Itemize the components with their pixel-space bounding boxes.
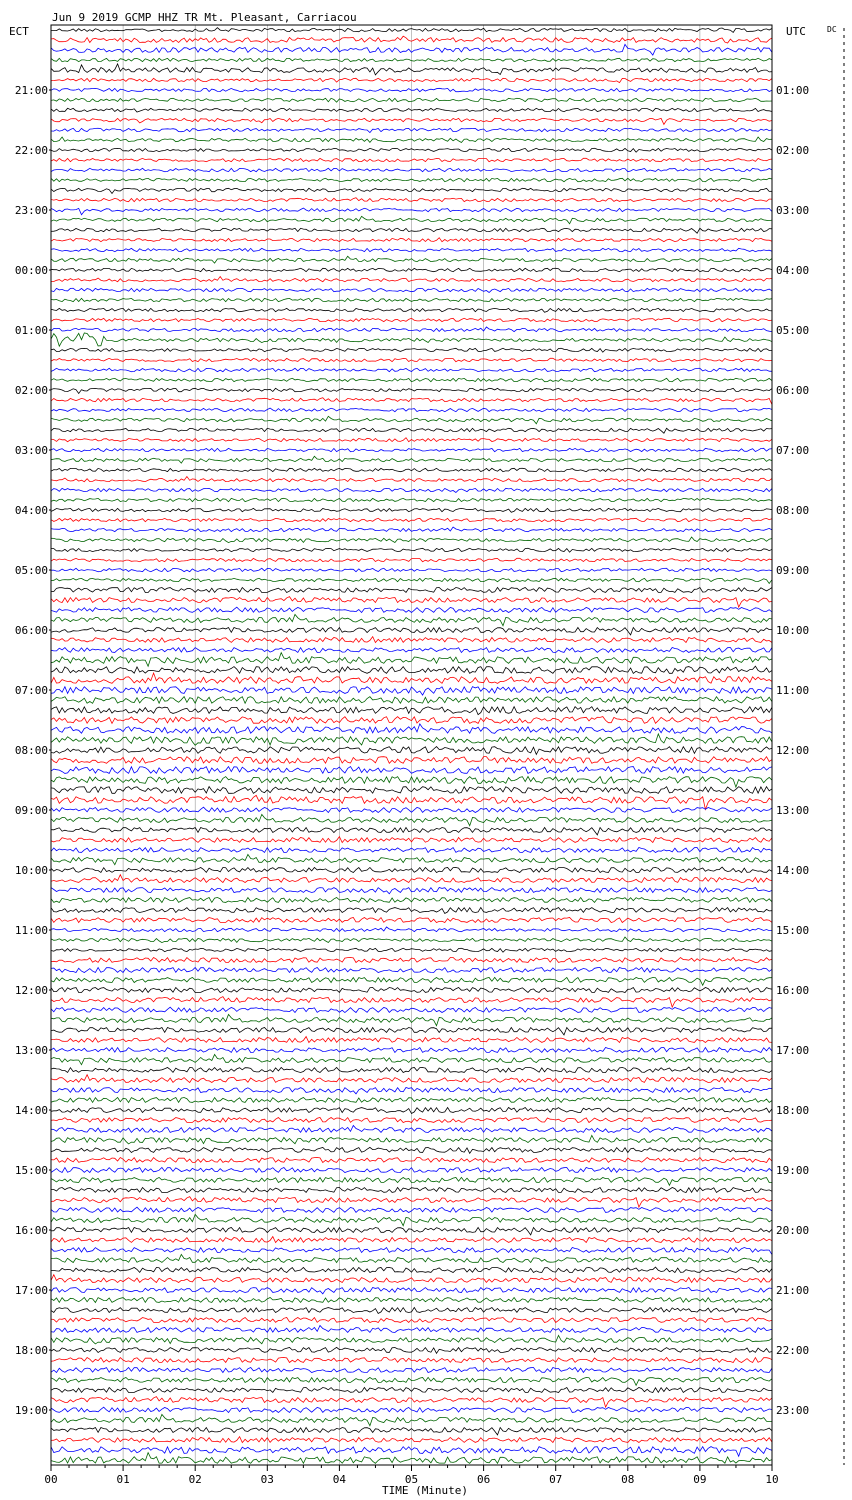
left-hour-label: 21:00 xyxy=(14,84,48,97)
left-hour-label: 07:00 xyxy=(14,684,48,697)
x-tick-label: 06 xyxy=(476,1473,491,1486)
left-hour-label: 17:00 xyxy=(14,1284,48,1297)
left-hour-label: 04:00 xyxy=(14,504,48,517)
x-tick-label: 10 xyxy=(765,1473,779,1486)
right-hour-label: 22:00 xyxy=(776,1344,810,1357)
left-hour-label: 19:00 xyxy=(14,1404,48,1417)
left-hour-label: 02:00 xyxy=(14,384,48,397)
left-hour-label: 00:00 xyxy=(14,264,48,277)
left-hour-label: 22:00 xyxy=(14,144,48,157)
right-hour-label: 03:00 xyxy=(776,204,810,217)
right-hour-label: 15:00 xyxy=(776,924,810,937)
right-hour-label: 20:00 xyxy=(776,1224,810,1237)
right-axis-label: UTC xyxy=(786,25,806,38)
right-hour-label: 06:00 xyxy=(776,384,810,397)
right-hour-label: 13:00 xyxy=(776,804,810,817)
left-hour-label: 15:00 xyxy=(14,1164,48,1177)
right-hour-label: 09:00 xyxy=(776,564,810,577)
x-tick-label: 02 xyxy=(188,1473,202,1486)
left-hour-label: 23:00 xyxy=(14,204,48,217)
left-hour-label: 10:00 xyxy=(14,864,48,877)
left-hour-label: 11:00 xyxy=(14,924,48,937)
right-hour-label: 21:00 xyxy=(776,1284,810,1297)
left-hour-label: 06:00 xyxy=(14,624,48,637)
right-hour-label: 10:00 xyxy=(776,624,810,637)
left-hour-label: 03:00 xyxy=(14,444,48,457)
left-hour-label: 09:00 xyxy=(14,804,48,817)
right-hour-label: 07:00 xyxy=(776,444,810,457)
right-hour-label: 16:00 xyxy=(776,984,810,997)
right-hour-label: 14:00 xyxy=(776,864,810,877)
right-hour-label: 08:00 xyxy=(776,504,810,517)
right-hour-label: 19:00 xyxy=(776,1164,810,1177)
left-hour-label: 08:00 xyxy=(14,744,48,757)
left-hour-label: 01:00 xyxy=(14,324,48,337)
left-hour-label: 12:00 xyxy=(14,984,48,997)
x-tick-label: 09 xyxy=(693,1473,707,1486)
right-hour-label: 02:00 xyxy=(776,144,810,157)
x-tick-label: 04 xyxy=(332,1473,347,1486)
left-hour-label: 13:00 xyxy=(14,1044,48,1057)
left-hour-label: 16:00 xyxy=(14,1224,48,1237)
right-hour-label: 23:00 xyxy=(776,1404,810,1417)
left-hour-labels xyxy=(15,84,51,1417)
left-hour-label: 14:00 xyxy=(14,1104,48,1117)
right-hour-labels xyxy=(776,84,809,1417)
x-tick-label: 01 xyxy=(116,1473,130,1486)
x-tick-label: 00 xyxy=(44,1473,58,1486)
right-hour-label: 05:00 xyxy=(776,324,810,337)
x-tick-label: 03 xyxy=(260,1473,274,1486)
corner-label: DC xyxy=(827,25,837,34)
right-hour-label: 18:00 xyxy=(776,1104,810,1117)
right-hour-label: 17:00 xyxy=(776,1044,810,1057)
left-hour-label: 18:00 xyxy=(14,1344,48,1357)
right-hour-label: 01:00 xyxy=(776,84,810,97)
right-hour-label: 11:00 xyxy=(776,684,810,697)
left-hour-label: 05:00 xyxy=(14,564,48,577)
x-axis-ticks xyxy=(44,1465,778,1486)
right-hour-label: 04:00 xyxy=(776,264,810,277)
left-axis-label: ECT xyxy=(9,25,29,38)
right-hour-label: 12:00 xyxy=(776,744,810,757)
x-axis-title: TIME (Minute) xyxy=(381,1484,469,1497)
x-tick-label: 07 xyxy=(549,1473,563,1486)
x-tick-label: 05 xyxy=(404,1473,419,1486)
chart-title: Jun 9 2019 GCMP HHZ TR Mt. Pleasant, Carriacou xyxy=(52,11,357,24)
x-tick-label: 08 xyxy=(621,1473,635,1486)
